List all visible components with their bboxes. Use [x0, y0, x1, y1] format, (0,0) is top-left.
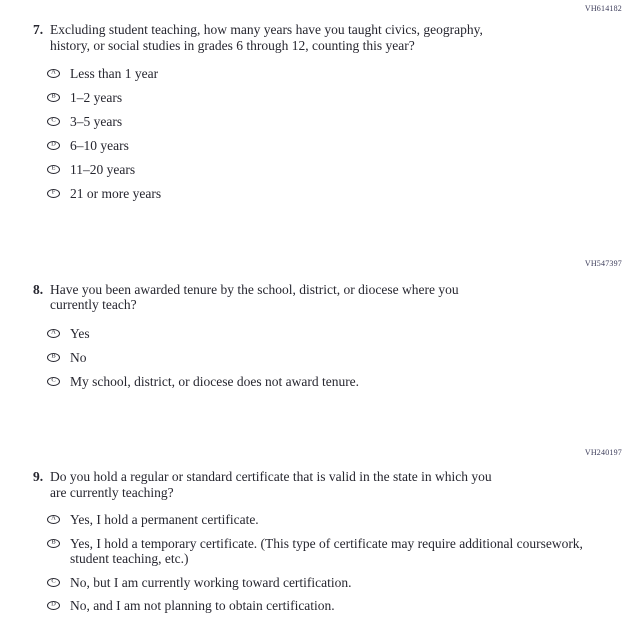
question-9-text-line-1: Do you hold a regular or standard certificate that is valid in the state in which you	[50, 469, 492, 484]
question-8-section	[0, 259, 631, 390]
question-9-option-a[interactable]	[47, 512, 625, 528]
option-letter: D	[51, 600, 56, 608]
question-8-stem	[33, 282, 621, 313]
question-9-option-c[interactable]	[47, 575, 625, 591]
option-letter: A	[51, 514, 56, 522]
option-label: 3–5 years	[70, 114, 123, 129]
answer-bubble-icon[interactable]	[47, 539, 60, 548]
answer-bubble-icon[interactable]	[47, 601, 60, 610]
option-label: Yes	[70, 325, 90, 341]
question-7-option-b[interactable]	[47, 90, 625, 106]
option-letter: B	[51, 92, 56, 100]
question-7-text-line-1: Excluding student teaching, how many years have you taught civics, geography,	[50, 22, 483, 37]
question-7-number: 7.	[33, 22, 44, 37]
question-9-text	[50, 469, 492, 500]
question-7-options	[47, 66, 625, 202]
questionnaire-page	[0, 4, 631, 617]
question-9-section	[0, 448, 631, 614]
answer-bubble-icon[interactable]	[47, 165, 60, 174]
option-letter: A	[51, 328, 56, 336]
question-7-option-f[interactable]	[47, 186, 625, 202]
answer-bubble-icon[interactable]	[47, 69, 60, 78]
option-letter: B	[51, 538, 56, 546]
question-7-option-d[interactable]	[47, 138, 625, 154]
question-8-option-a[interactable]	[47, 326, 625, 342]
question-7-section	[0, 4, 631, 202]
question-7-option-c[interactable]	[47, 114, 625, 130]
question-8-option-c[interactable]	[47, 374, 625, 390]
option-letter: C	[51, 376, 56, 384]
option-label-line-2: student teaching, etc.)	[70, 551, 189, 566]
question-7-stem	[33, 22, 621, 53]
option-label: 6–10 years	[70, 138, 129, 153]
option-letter: C	[51, 577, 56, 585]
answer-bubble-icon[interactable]	[47, 117, 60, 126]
answer-bubble-icon[interactable]	[47, 353, 60, 362]
question-9-text-line-2: are currently teaching?	[50, 484, 174, 500]
option-label: 21 or more years	[70, 186, 162, 201]
question-8-text	[50, 282, 459, 313]
question-9-accession-code: VH240197	[584, 448, 622, 457]
option-letter: F	[51, 188, 56, 196]
question-8-accession-code: VH547397	[584, 258, 622, 268]
option-letter: B	[51, 352, 56, 360]
option-label: My school, district, or diocese does not award tenure.	[70, 373, 360, 389]
option-letter: A	[51, 68, 56, 76]
question-9-option-b[interactable]	[47, 536, 625, 567]
option-label: No, and I am not planning to obtain certification.	[70, 598, 335, 613]
answer-bubble-icon[interactable]	[47, 93, 60, 102]
option-letter: E	[51, 164, 56, 172]
option-letter: D	[51, 140, 56, 148]
question-8-text-line-2: currently teach?	[50, 297, 137, 312]
option-label: No	[70, 349, 87, 365]
answer-bubble-icon[interactable]	[47, 578, 60, 587]
option-label: Yes, I hold a temporary certificate. (This type of certificate may require additional coursework, student teaching, etc.)	[70, 535, 583, 566]
question-7-option-e[interactable]	[47, 162, 625, 178]
question-8-text-line-1: Have you been awarded tenure by the school, district, or diocese where you	[50, 281, 459, 297]
answer-bubble-icon[interactable]	[47, 515, 60, 524]
question-9-options	[47, 512, 625, 614]
question-8-option-b[interactable]	[47, 350, 625, 366]
question-8-options	[47, 326, 625, 390]
question-7-text-line-2: history, or social studies in grades 6 through 12, counting this year?	[50, 37, 415, 53]
option-label: 11–20 years	[70, 162, 136, 177]
question-7-option-a[interactable]	[47, 66, 625, 82]
question-9-stem	[33, 469, 621, 500]
question-7-text	[50, 22, 483, 53]
option-label: Less than 1 year	[70, 66, 159, 81]
answer-bubble-icon[interactable]	[47, 189, 60, 198]
answer-bubble-icon[interactable]	[47, 141, 60, 150]
question-8-number: 8.	[33, 281, 44, 297]
option-letter: C	[51, 116, 56, 124]
question-9-number: 9.	[33, 469, 44, 484]
question-7-accession-code: VH614182	[584, 4, 622, 13]
option-label: No, but I am currently working toward certification.	[70, 574, 352, 590]
option-label: 1–2 years	[70, 90, 123, 105]
answer-bubble-icon[interactable]	[47, 377, 60, 386]
question-9-option-d[interactable]	[47, 598, 625, 614]
option-label: Yes, I hold a permanent certificate.	[70, 512, 259, 527]
answer-bubble-icon[interactable]	[47, 329, 60, 338]
